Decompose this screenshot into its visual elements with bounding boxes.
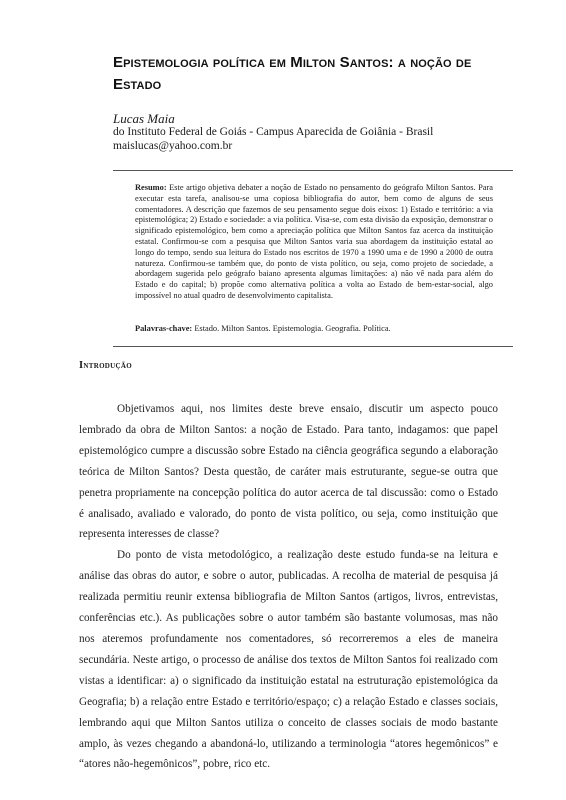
paper-title: Epistemologia política em Milton Santos: a noção de Estado xyxy=(113,54,472,93)
keywords xyxy=(135,323,493,334)
body-text xyxy=(79,399,498,775)
abstract-label: Resumo: xyxy=(135,183,167,192)
bottom-divider xyxy=(113,346,513,347)
author-email: maislucas@yahoo.com.br xyxy=(113,140,233,152)
top-divider xyxy=(113,170,513,171)
section-heading: Introdução xyxy=(79,360,132,371)
keywords-label: Palavras-chave: xyxy=(135,324,193,333)
abstract xyxy=(135,183,493,302)
paragraph: Do ponto de vista metodológico, a realização deste estudo funda-se na leitura e análise das obras do autor, e sobre o autor, publicadas. A recolha de material de pesquisa já realizada permitiu reunir extensa bibliografia de Milton Santos (artigos, livros, entrevistas, conferências etc.). As publicações sobre o autor também são bastante volumosas, mas não nos ateremos profundamente nos comentadores, só recorreremos a eles de maneira secundária. Neste artigo, o processo de análise dos textos de Milton Santos foi realizado com vistas a identificar: a) o significado da instituição estatal na estruturação epistemológica da Geografia; b) a relação entre Estado e território/espaço; c) a relação Estado e classes sociais, lembrando aqui que Milton Santos utiliza o conceito de classes sociais de modo bastante amplo, às vezes chegando a abandoná-lo, utilizando a terminologia “atores hegemônicos” e “atores não-hegemônicos”, pobre, rico etc. xyxy=(79,549,498,771)
abstract-text: Este artigo objetiva debater a noção de Estado no pensamento do geógrafo Milton Santos. Para executar esta tarefa, analisou-se uma copiosa bibliografia do autor, bem como de alguns de seus comentadores. A descrição que fazemos de seu pensamento segue dois eixos: 1) Estado e território: a via epistemológica; 2) Estado e sociedade: a via política. Visa-se, com esta divisão da exposição, demonstrar o significado epistemológico, bem como a apreciação política que Milton Santos faz acerca da instituição estatal. Confirmou-se com a pesquisa que Milton Santos varia sua abordagem da instituição estatal ao longo do tempo, sendo sua leitura do Estado nos escritos de 1970 a 1990 uma e de 1990 a 2000 de outra natureza. Confirmou-se também que, do ponto de vista político, ou seja, como projeto de sociedade, a abordagem sugerida pelo geógrafo baiano apresenta algumas limitações: a) não vê nada para além do Estado e do capital; b) propõe como alternativa política a volta ao Estado de bem-estar-social, algo impossível no atual quadro de desenvolvimento capitalista. xyxy=(135,183,493,300)
paragraph: Objetivamos aqui, nos limites deste breve ensaio, discutir um aspecto pouco lembrado da obra de Milton Santos: a noção de Estado. Para tanto, indagamos: que papel epistemológico cumpre a discussão sobre Estado na ciência geográfica segundo a elaboração teórica de Milton Santos? Desta questão, de caráter mais estruturante, segue-se outra que penetra propriamente na concepção política do autor acerca de tal discussão: como o Estado é analisado, avaliado e valorado, do ponto de vista político, ou seja, como instituição que representa interesses de classe? xyxy=(79,403,498,541)
keywords-text: Estado. Milton Santos. Epistemologia. Geografia. Política. xyxy=(194,324,391,333)
author-affiliation: do Instituto Federal de Goiás - Campus Aparecida de Goiânia - Brasil xyxy=(113,126,434,138)
author-name: Lucas Maia xyxy=(113,111,175,126)
